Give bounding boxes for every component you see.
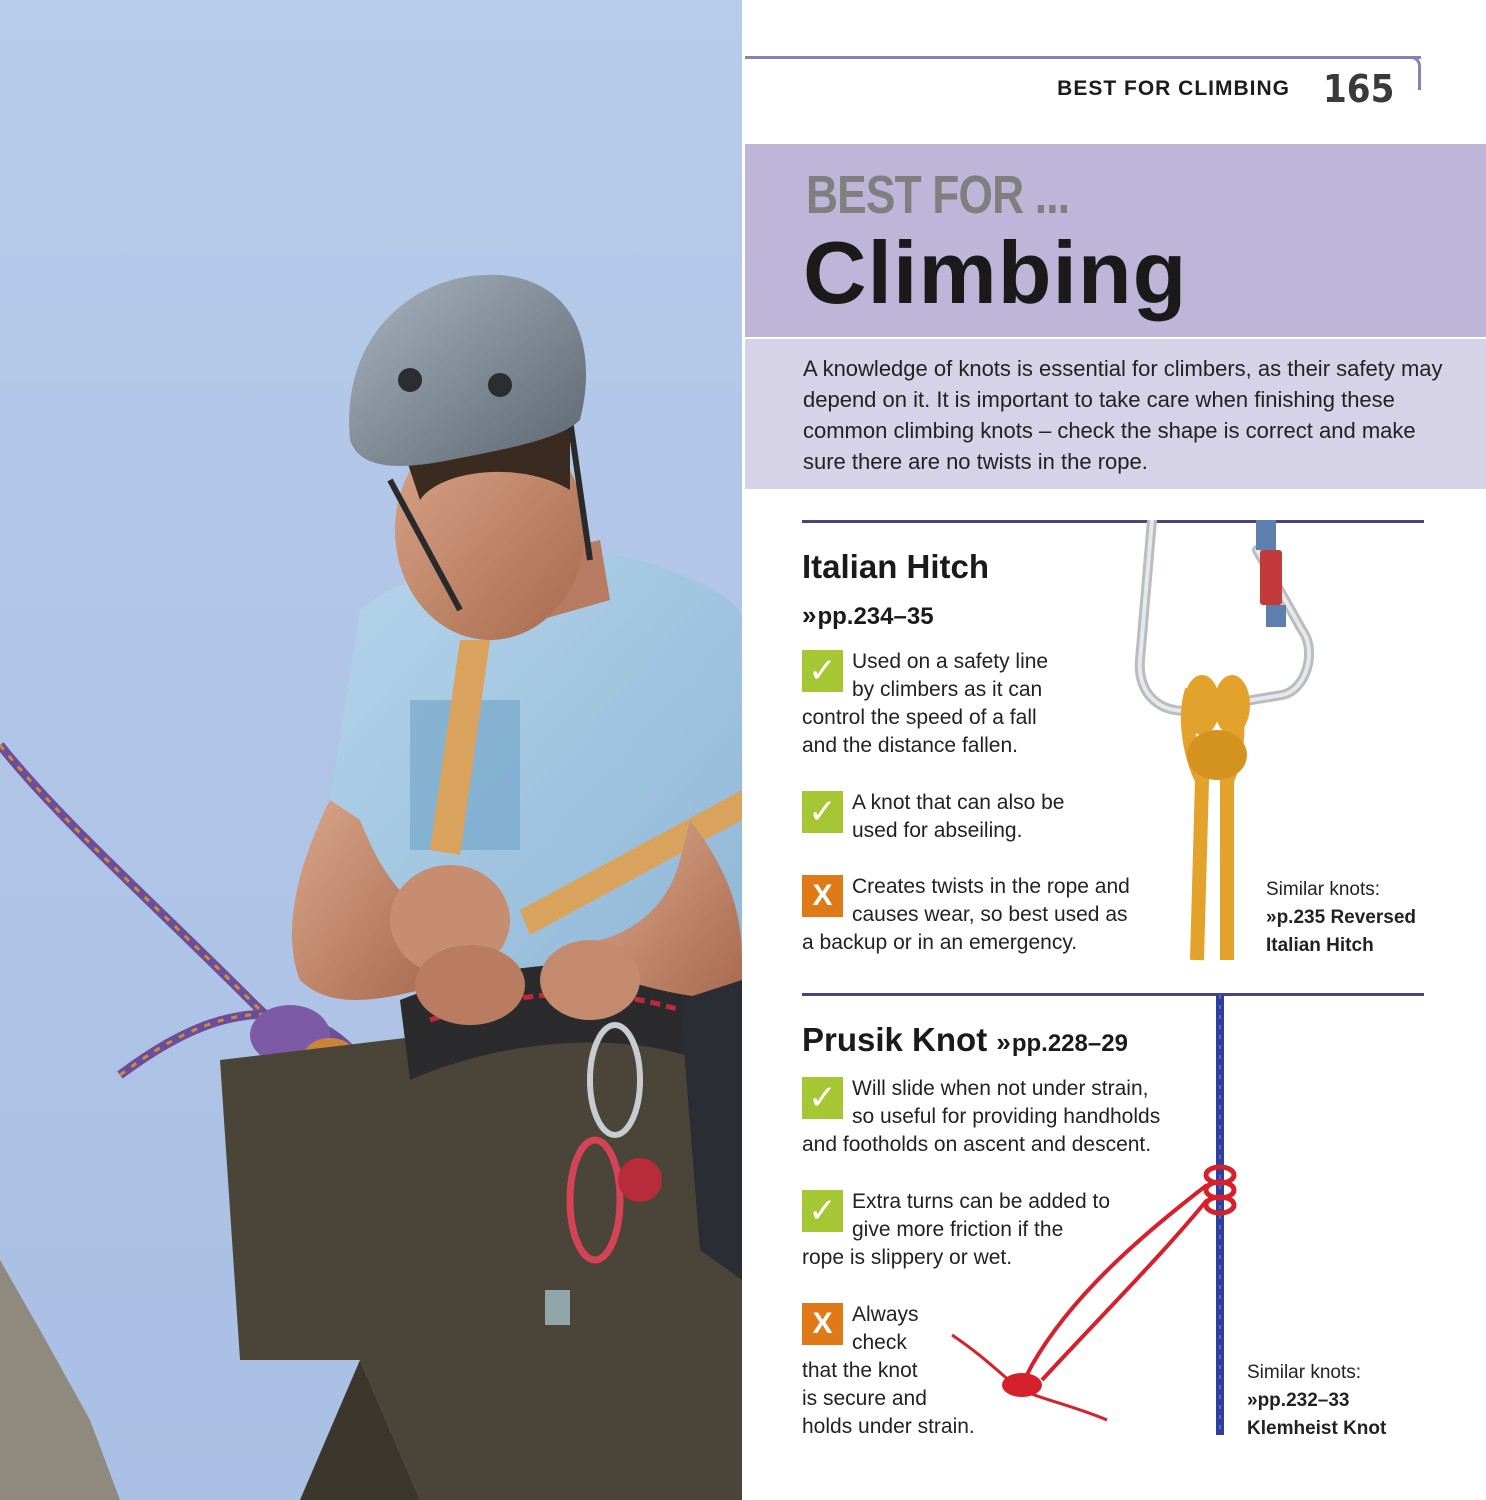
- title-kicker: BEST FOR ...: [806, 165, 1070, 225]
- point-line: causes wear, so best used as: [852, 903, 1128, 926]
- point-line: Extra turns can be added to: [852, 1190, 1110, 1213]
- con-point: [802, 873, 1182, 957]
- point-line: and footholds on ascent and descent.: [802, 1133, 1152, 1156]
- section-heading-italian-hitch: Italian Hitch: [802, 548, 990, 585]
- intro-paragraph: A knowledge of knots is essential for climbers, as their safety may depend on it. It is important to take care when finishing these common climbing knots – check the shape is correct and make sure there are no twists in the rope.: [803, 356, 1443, 474]
- tick-icon: ✓: [802, 1190, 843, 1232]
- section-heading-text: Prusik Knot: [802, 1021, 988, 1058]
- tick-icon: ✓: [802, 1077, 843, 1119]
- pageref-italian-hitch[interactable]: [802, 600, 934, 631]
- point-line: Always: [852, 1303, 919, 1326]
- similar-ref-link[interactable]: [1266, 904, 1416, 932]
- point-line: rope is slippery or wet.: [802, 1246, 1013, 1269]
- point-line: a backup or in an emergency.: [802, 931, 1078, 954]
- title-band: [745, 144, 1486, 337]
- chevron-icon: »: [1247, 1390, 1255, 1411]
- point-line: so useful for providing handholds: [852, 1105, 1161, 1128]
- cross-icon: X: [802, 1303, 843, 1345]
- similar-knots-prusik: [1247, 1359, 1386, 1443]
- similar-ref-text: Klemheist Knot: [1247, 1418, 1387, 1439]
- point-line: control the speed of a fall: [802, 706, 1037, 729]
- page-title: Climbing: [803, 223, 1188, 322]
- prusik-knot-illustration: [942, 995, 1242, 1440]
- climber-photo: [0, 0, 742, 1500]
- chevron-icon: »: [802, 600, 814, 630]
- intro-band: [745, 339, 1486, 489]
- header-rule: [745, 56, 1421, 59]
- similar-ref-text: p.235 Reversed: [1276, 907, 1416, 928]
- similar-ref-link[interactable]: [1247, 1387, 1386, 1415]
- similar-ref-text: pp.232–33: [1257, 1390, 1350, 1411]
- point-line: is secure and: [802, 1387, 927, 1410]
- tick-icon: ✓: [802, 791, 843, 833]
- chevron-icon: »: [996, 1027, 1008, 1057]
- point-line: used for abseiling.: [852, 819, 1023, 842]
- page-number: 165: [1323, 67, 1395, 111]
- point-line: A knot that can also be: [852, 791, 1065, 814]
- point-line: by climbers as it can: [852, 678, 1043, 701]
- running-head: BEST FOR CLIMBING: [1057, 77, 1290, 100]
- right-page: [742, 0, 1486, 1500]
- point-line: Will slide when not under strain,: [852, 1077, 1149, 1100]
- point-line: that the knot: [802, 1359, 918, 1382]
- tick-icon: ✓: [802, 650, 843, 692]
- point-line: and the distance fallen.: [802, 734, 1018, 757]
- pro-point: [802, 648, 1102, 760]
- similar-ref-text: Italian Hitch: [1266, 935, 1374, 956]
- pageref-text: pp.228–29: [1011, 1030, 1128, 1057]
- point-line: holds under strain.: [802, 1415, 975, 1438]
- point-line: Creates twists in the rope and: [852, 875, 1130, 898]
- header-rule-corner: [1411, 56, 1421, 90]
- point-line: check: [852, 1331, 907, 1354]
- similar-label: Similar knots:: [1266, 879, 1381, 900]
- similar-label: Similar knots:: [1247, 1362, 1362, 1383]
- pro-point: [802, 789, 1102, 845]
- pageref-text: pp.234–35: [817, 603, 934, 630]
- similar-knots-italian-hitch: [1266, 876, 1416, 960]
- point-line: Used on a safety line: [852, 650, 1049, 673]
- cross-icon: X: [802, 875, 843, 917]
- point-line: give more friction if the: [852, 1218, 1064, 1241]
- chevron-icon: »: [1266, 907, 1274, 928]
